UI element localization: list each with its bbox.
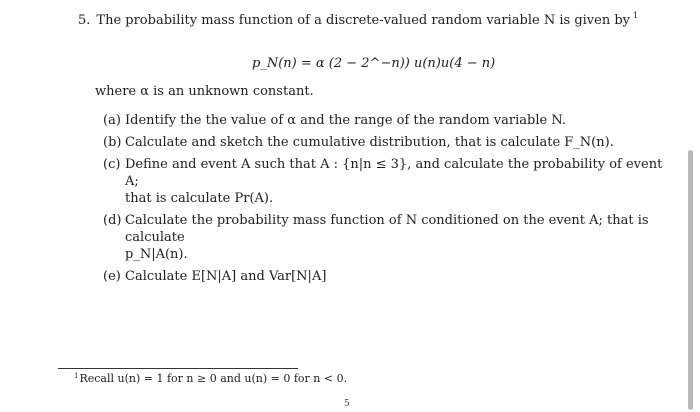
subquestion-d <box>103 212 663 263</box>
footnote-marker: 1 <box>74 372 79 380</box>
problem-number: 5. <box>78 13 91 28</box>
subquestion-text: Identify the the value of α and the range of the random variable N. <box>125 113 566 128</box>
subquestion-text: Define and event A such that A : {n|n ≤ 3}, and calculate the probability of event A; <box>125 157 663 189</box>
problem-statement <box>78 13 638 28</box>
subquestion-b <box>103 134 663 151</box>
subquestion-text: Calculate E[N|A] and Var[N|A] <box>125 269 327 284</box>
footnote <box>74 372 347 385</box>
subquestion-e <box>103 268 663 285</box>
pmf-equation: p_N(n) = α (2 − 2^−n)) u(n)u(4 − n) <box>252 56 496 71</box>
subquestion-list <box>103 112 663 290</box>
subquestion-label: (a) <box>103 113 121 128</box>
subquestion-label: (c) <box>103 157 121 172</box>
subquestion-text-continued: p_N|A(n). <box>125 247 188 262</box>
subquestion-text: Calculate and sketch the cumulative distribution, that is calculate F_N(n). <box>125 135 614 150</box>
subquestion-label: (b) <box>103 135 122 150</box>
footnote-text: Recall u(n) = 1 for n ≥ 0 and u(n) = 0 for n < 0. <box>79 372 348 385</box>
subquestion-label: (d) <box>103 213 122 228</box>
subquestion-a <box>103 112 663 129</box>
vertical-scrollbar[interactable] <box>688 150 693 410</box>
where-clause: where α is an unknown constant. <box>95 84 314 99</box>
subquestion-text-continued: that is calculate Pr(A). <box>125 191 274 206</box>
subquestion-text: Calculate the probability mass function of N conditioned on the event A; that is calculate <box>125 213 649 245</box>
subquestion-label: (e) <box>103 269 121 284</box>
subquestion-c <box>103 156 663 207</box>
footnote-reference: 1 <box>633 11 639 20</box>
footnote-divider <box>58 368 298 369</box>
page-number: 5 <box>344 399 350 409</box>
problem-intro: The probability mass function of a discrete-valued random variable N is given by <box>96 13 631 28</box>
